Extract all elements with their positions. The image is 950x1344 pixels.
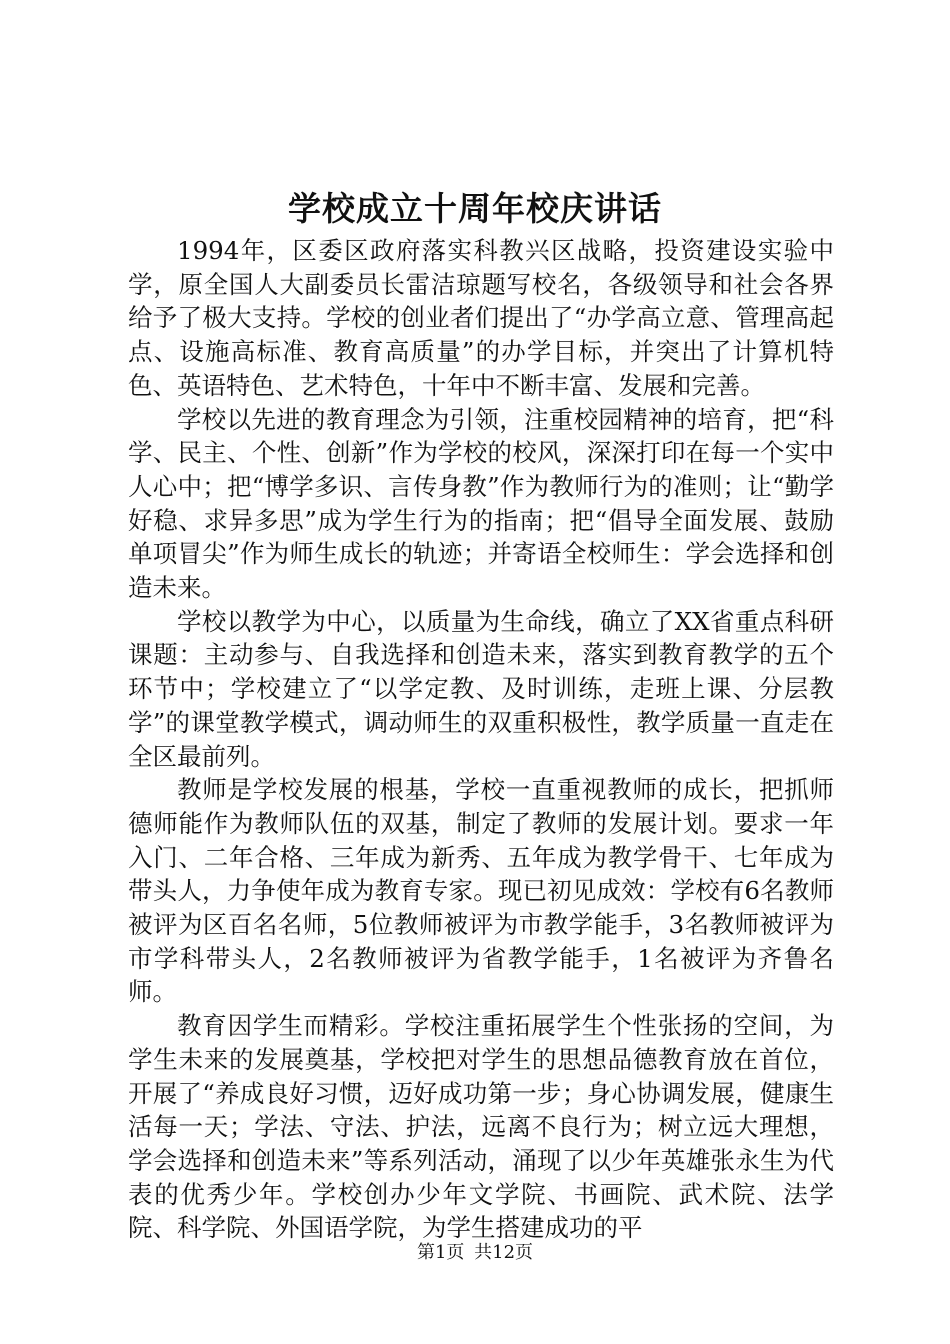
paragraph-3: 学校以教学为中心，以质量为生命线，确立了XX省重点科研课题：主动参与、自我选择和创造未来，落实到教育教学的五个环节中；学校建立了“以学定教、及时训练，走班上课、分层教学”的课堂教学模式，调动师生的双重积极性，教学质量一直走在全区最前列。 bbox=[128, 606, 834, 771]
document-body bbox=[128, 234, 834, 1245]
paragraph-5: 教育因学生而精彩。学校注重拓展学生个性张扬的空间，为学生未来的发展奠基，学校把对学生的思想品德教育放在首位，开展了“养成良好习惯，迈好成功第一步；身心协调发展，健康生活每一天；学法、守法、护法，远离不良行为；树立远大理想，学会选择和创造未来”等系列活动，涌现了以少年英雄张永生为代表的优秀少年。学校创办少年文学院、书画院、武术院、法学院、科学院、外国语学院，为学生搭建成功的平 bbox=[128, 1011, 834, 1243]
paragraph-4: 教师是学校发展的根基，学校一直重视教师的成长，把抓师德师能作为教师队伍的双基，制定了教师的发展计划。要求一年入门、二年合格、三年成为新秀、五年成为教学骨干、七年成为带头人，力争使年成为教育专家。现已初见成效：学校有6名教师被评为区百名名师，5位教师被评为市教学能手，3名教师被评为市学科带头人，2名教师被评为省教学能手，1名被评为齐鲁名师。 bbox=[128, 775, 834, 1007]
paragraph-2: 学校以先进的教育理念为引领，注重校园精神的培育，把“科学、民主、个性、创新”作为学校的校风，深深打印在每一个实中人心中；把“博学多识、言传身教”作为教师行为的准则；让“勤学好稳、求异多思”成为学生行为的指南；把“倡导全面发展、鼓励单项冒尖”作为师生成长的轨迹；并寄语全校师生：学会选择和创造未来。 bbox=[128, 404, 834, 603]
page-number: 第1页 bbox=[416, 1242, 465, 1263]
page-total: 共12页 bbox=[474, 1242, 534, 1263]
paragraph-1: 1994年，区委区政府落实科教兴区战略，投资建设实验中学，原全国人大副委员长雷洁琼题写校名，各级领导和社会各界给予了极大支持。学校的创业者们提出了“办学高立意、管理高起点、设施高标准、教育高质量”的办学目标，并突出了计算机特色、英语特色、艺术特色，十年中不断丰富、发展和完善。 bbox=[128, 236, 834, 400]
page-footer bbox=[0, 1240, 950, 1266]
document-title: 学校成立十周年校庆讲话 bbox=[288, 189, 662, 228]
